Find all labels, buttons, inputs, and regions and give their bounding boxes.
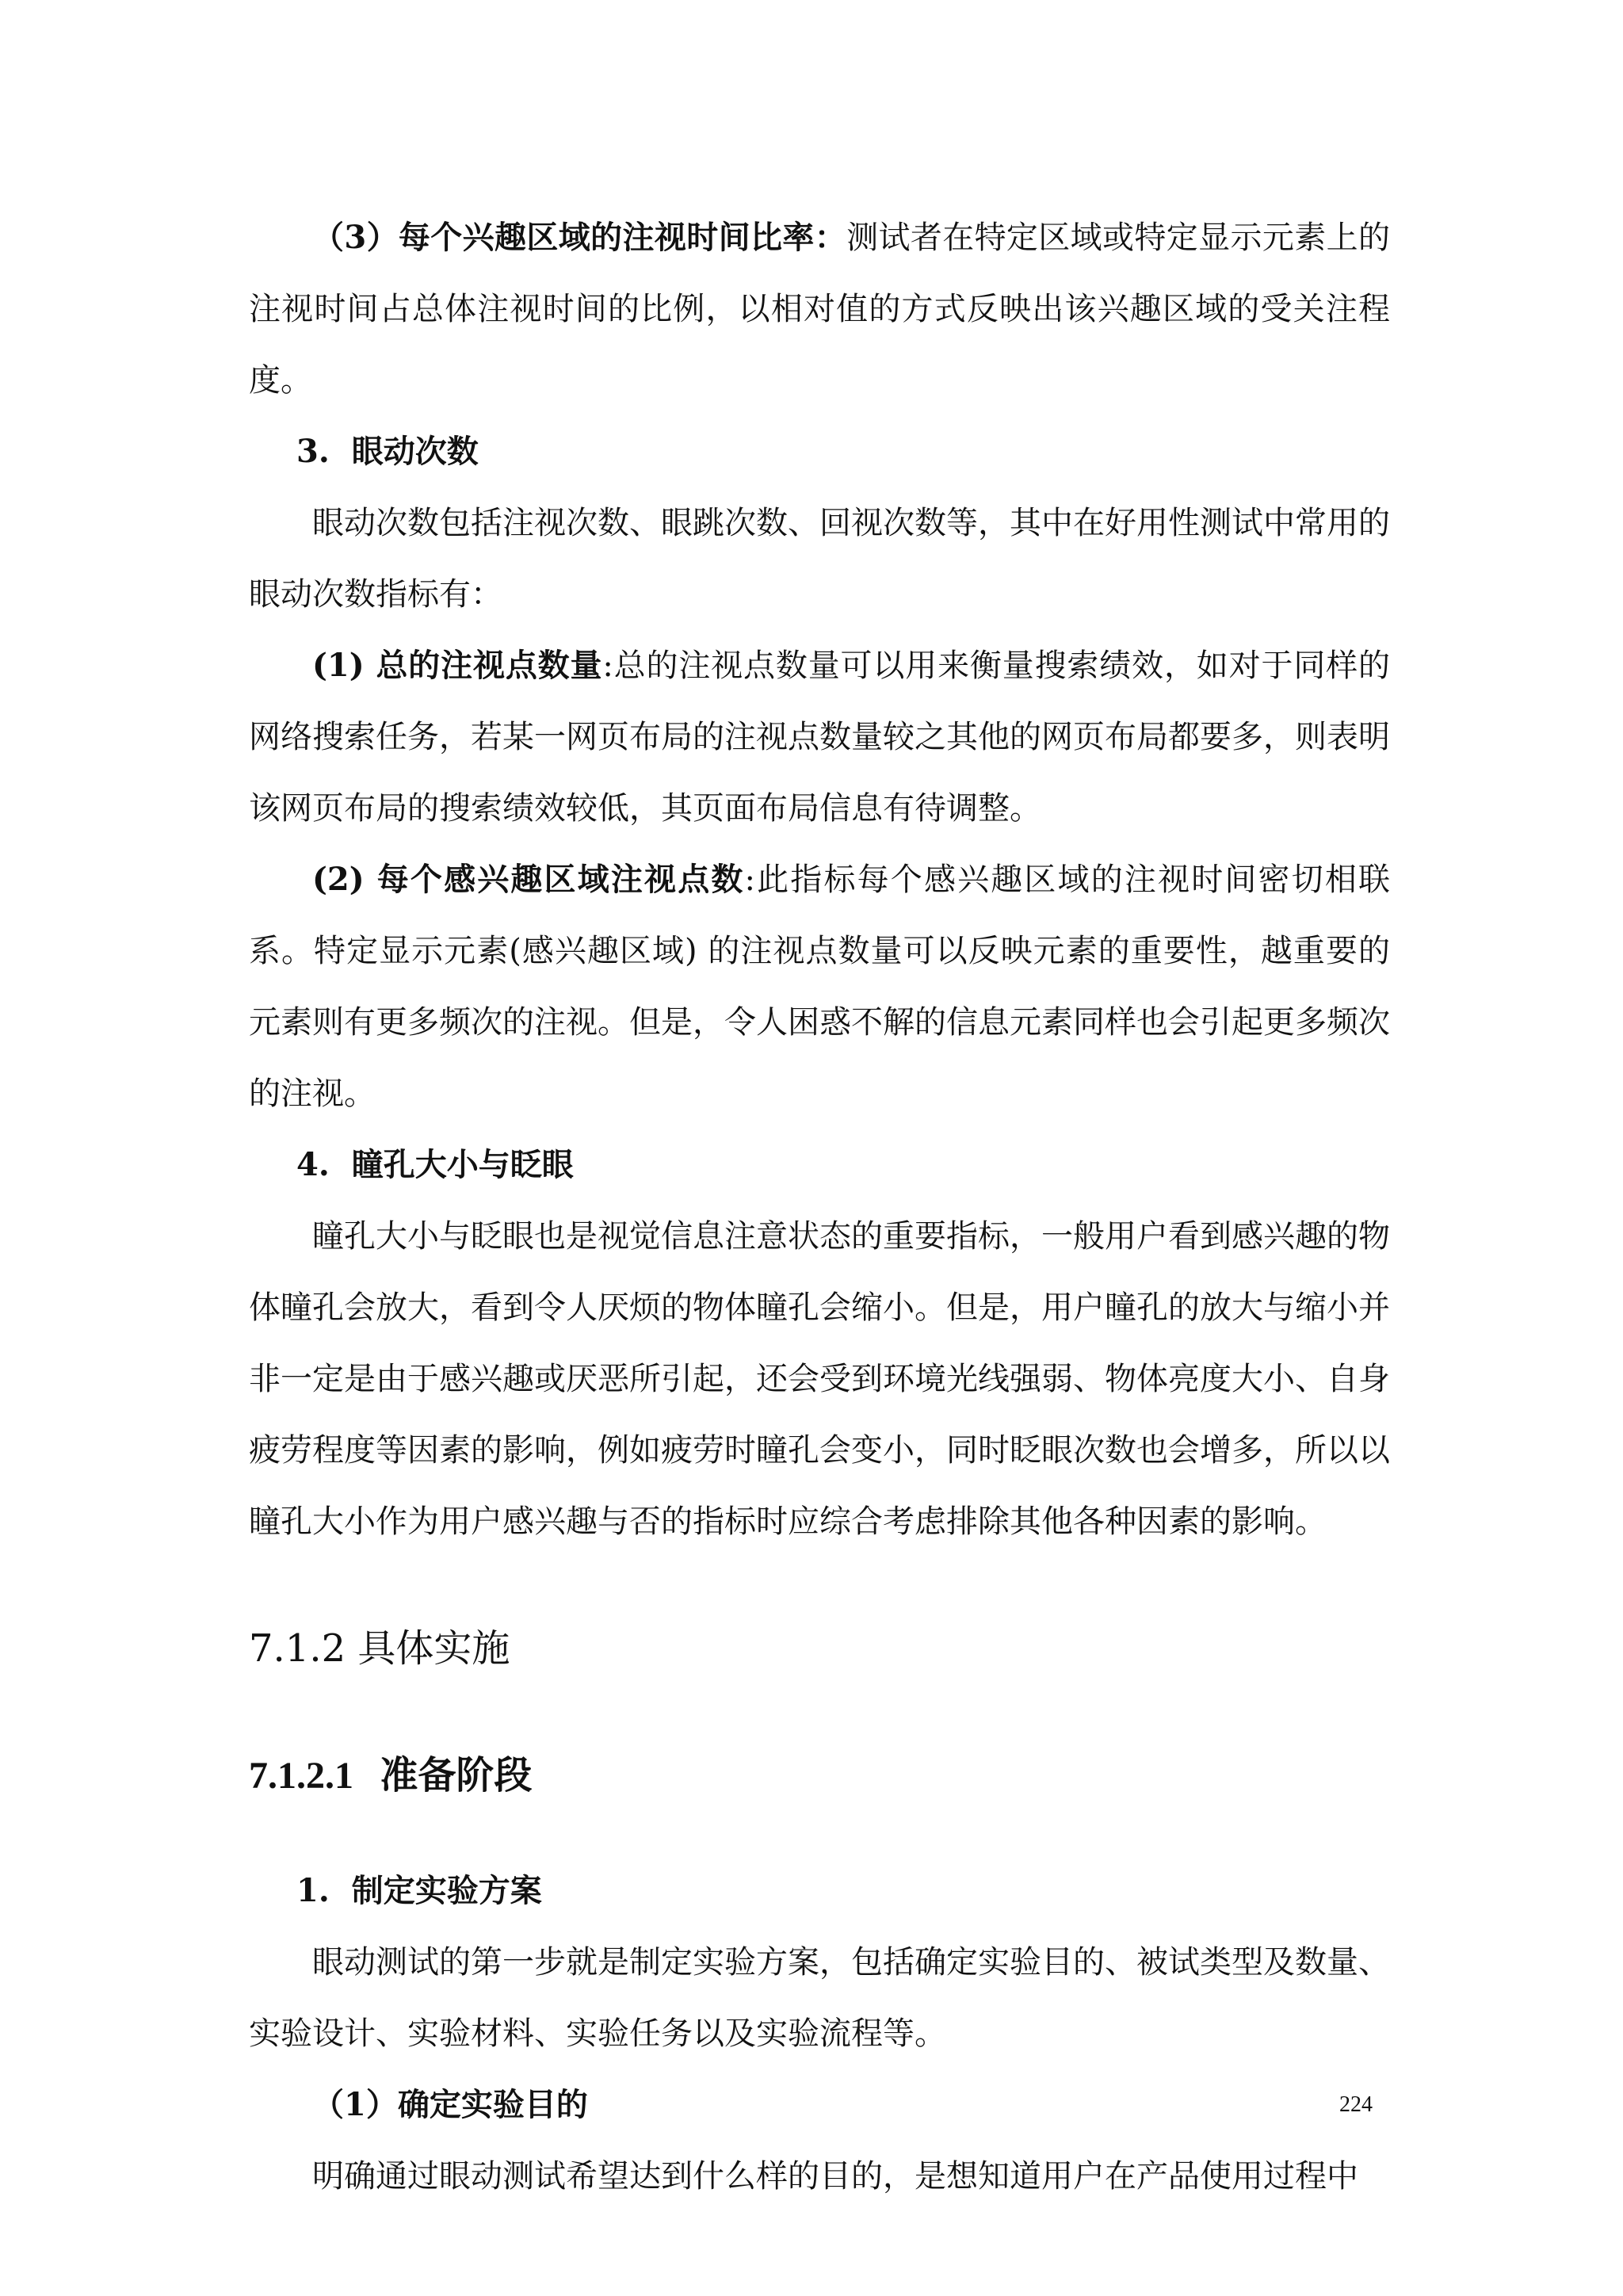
heading-text: 瞳孔大小与眨眼 <box>351 1146 574 1183</box>
section-heading-7121 <box>249 1752 1390 1800</box>
text-total-fixations: :总的注视点数量可以用来衡量搜索绩效，如对于同样的网络搜索任务，若某一网页布局的注视点数量较之其他的网页布局都要多，则表明该网页布局的搜索绩效较低，其页面布局信息有待调整。 <box>249 648 1390 827</box>
term-total-fixations: (1) 总的注视点数量 <box>312 647 603 684</box>
term-aoi-fixations: (2) 每个感兴趣区域注视点数 <box>312 861 745 898</box>
paragraph-total-fixations <box>249 630 1390 844</box>
spacer <box>249 1800 1390 1855</box>
subheading-experiment-goal: （1）确定实验目的 <box>312 2086 588 2123</box>
paragraph-fixation-time-ratio <box>249 202 1390 416</box>
heading-number: 4. <box>296 1146 330 1183</box>
heading-pupil-blink <box>249 1129 1390 1201</box>
section-title: 准备阶段 <box>380 1753 533 1797</box>
paragraph-experiment-plan: 眼动测试的第一步就是制定实验方案，包括确定实验目的、被试类型及数量、实验设计、实验材料、实验任务以及实验流程等。 <box>249 1944 1390 2052</box>
paragraph-experiment-goal: 明确通过眼动测试希望达到什么样的目的，是想知道用户在产品使用过程中 <box>312 2158 1358 2195</box>
paragraph-eye-movement-count: 眼动次数包括注视次数、眼跳次数、回视次数等，其中在好用性测试中常用的眼动次数指标有： <box>249 505 1390 613</box>
document-body <box>249 202 1390 2212</box>
heading-text: 制定实验方案 <box>351 1872 542 1909</box>
page-number: 224 <box>1339 2092 1373 2117</box>
heading-number: 1. <box>296 1872 330 1909</box>
heading-experiment-plan <box>249 1855 1390 1927</box>
heading-eye-movement-count <box>249 416 1390 487</box>
paragraph-pupil-blink: 瞳孔大小与眨眼也是视觉信息注意状态的重要指标，一般用户看到感兴趣的物体瞳孔会放大，看到令人厌烦的物体瞳孔会缩小。但是，用户瞳孔的放大与缩小并非一定是由于感兴趣或厌恶所引起，还会受到环境光线强弱、物体亮度大小、自身疲劳程度等因素的影响，例如疲劳时瞳孔会变小，同时眨眼次数也会增多，所以以瞳孔大小作为用户感兴趣与否的指标时应综合考虑排除其他各种因素的影响。 <box>249 1218 1390 1540</box>
text-fixation-time-ratio: 测试者在特定区域或特定显示元素上的注视时间占总体注视时间的比例，以相对值的方式反映出该兴趣区域的受关注程度。 <box>249 220 1390 399</box>
section-code: 7.1.2.1 <box>249 1755 353 1797</box>
term-fixation-time-ratio: （3）每个兴趣区域的注视时间比率： <box>312 219 847 256</box>
text-aoi-fixations: :此指标每个感兴趣区域的注视时间密切相联系。特定显示元素(感兴趣区域) 的注视点数量可以反映元素的重要性，越重要的元素则有更多频次的注视。但是，令人困惑不解的信息元素同样也会引起更多频次的注视。 <box>249 861 1390 1112</box>
heading-number: 3. <box>296 433 330 470</box>
paragraph-aoi-fixations <box>249 844 1390 1129</box>
section-heading-712: 7.1.2 具体实施 <box>249 1626 510 1671</box>
heading-text: 眼动次数 <box>351 433 479 470</box>
